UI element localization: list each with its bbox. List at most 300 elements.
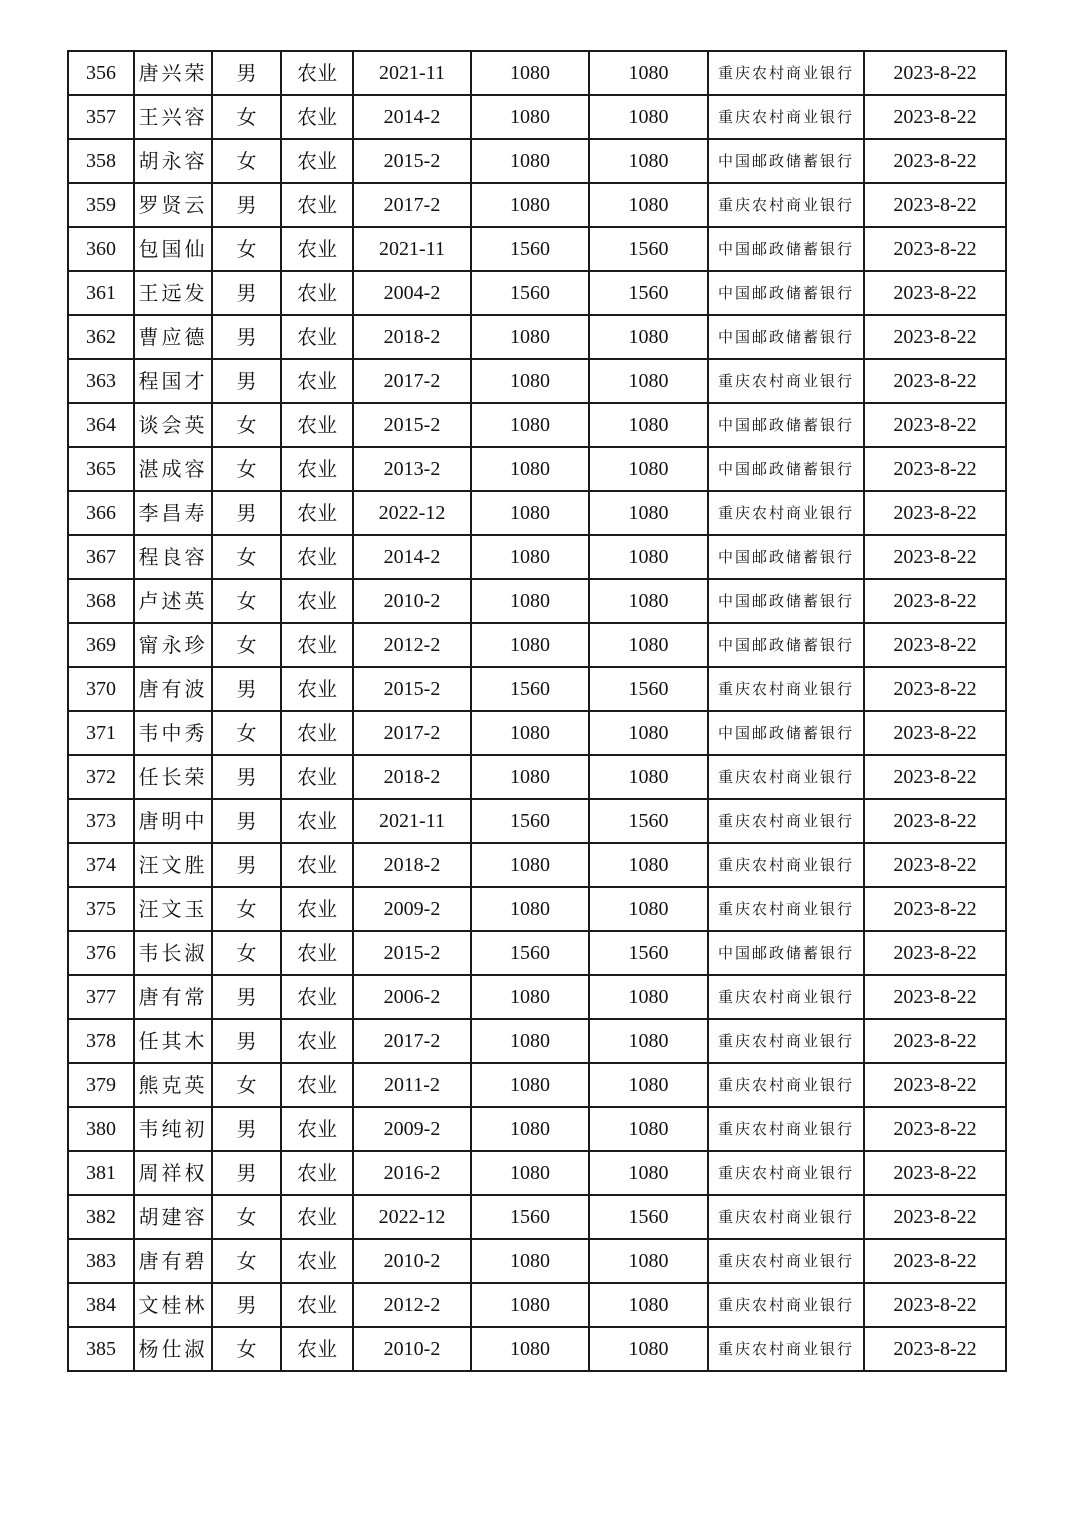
payment-date-cell: 2023-8-22 xyxy=(864,535,1006,579)
bank-name-cell: 重庆农村商业银行 xyxy=(708,887,864,931)
bank-name-cell: 中国邮政储蓄银行 xyxy=(708,271,864,315)
subsidy-standard-cell: 1080 xyxy=(471,1063,589,1107)
subsidy-standard-cell: 1080 xyxy=(471,183,589,227)
payment-date-cell: 2023-8-22 xyxy=(864,843,1006,887)
household-type-cell: 农业 xyxy=(281,975,353,1019)
row-number-cell: 379 xyxy=(68,1063,134,1107)
gender-cell: 女 xyxy=(212,1195,281,1239)
subsidy-standard-cell: 1080 xyxy=(471,359,589,403)
household-type-cell: 农业 xyxy=(281,139,353,183)
subsidy-standard-cell: 1560 xyxy=(471,271,589,315)
payment-date-cell: 2023-8-22 xyxy=(864,139,1006,183)
subsidy-standard-cell: 1080 xyxy=(471,579,589,623)
row-number-cell: 358 xyxy=(68,139,134,183)
row-number-cell: 359 xyxy=(68,183,134,227)
table-row xyxy=(68,711,1006,755)
table-row xyxy=(68,887,1006,931)
gender-cell: 男 xyxy=(212,667,281,711)
start-date-cell: 2022-12 xyxy=(353,1195,471,1239)
table-row xyxy=(68,359,1006,403)
household-type-cell: 农业 xyxy=(281,1107,353,1151)
payment-date-cell: 2023-8-22 xyxy=(864,931,1006,975)
subsidy-standard-cell: 1080 xyxy=(471,1107,589,1151)
bank-name-cell: 中国邮政储蓄银行 xyxy=(708,711,864,755)
bank-name-cell: 重庆农村商业银行 xyxy=(708,799,864,843)
subsidy-amount-cell: 1080 xyxy=(589,359,708,403)
bank-name-cell: 重庆农村商业银行 xyxy=(708,1239,864,1283)
start-date-cell: 2015-2 xyxy=(353,139,471,183)
row-number-cell: 373 xyxy=(68,799,134,843)
payment-date-cell: 2023-8-22 xyxy=(864,447,1006,491)
person-name-cell: 甯永珍 xyxy=(134,623,212,667)
person-name-cell: 周祥权 xyxy=(134,1151,212,1195)
subsidy-amount-cell: 1080 xyxy=(589,315,708,359)
household-type-cell: 农业 xyxy=(281,447,353,491)
start-date-cell: 2018-2 xyxy=(353,843,471,887)
person-name-cell: 王远发 xyxy=(134,271,212,315)
subsidy-amount-cell: 1080 xyxy=(589,1327,708,1371)
table-row xyxy=(68,1239,1006,1283)
row-number-cell: 378 xyxy=(68,1019,134,1063)
household-type-cell: 农业 xyxy=(281,843,353,887)
subsidy-standard-cell: 1080 xyxy=(471,535,589,579)
bank-name-cell: 重庆农村商业银行 xyxy=(708,1283,864,1327)
subsidy-amount-cell: 1080 xyxy=(589,1239,708,1283)
subsidy-amount-cell: 1080 xyxy=(589,447,708,491)
row-number-cell: 380 xyxy=(68,1107,134,1151)
table-row xyxy=(68,315,1006,359)
gender-cell: 女 xyxy=(212,579,281,623)
bank-name-cell: 中国邮政储蓄银行 xyxy=(708,447,864,491)
subsidy-standard-cell: 1080 xyxy=(471,491,589,535)
gender-cell: 男 xyxy=(212,755,281,799)
start-date-cell: 2009-2 xyxy=(353,1107,471,1151)
subsidy-standard-cell: 1080 xyxy=(471,711,589,755)
bank-name-cell: 中国邮政储蓄银行 xyxy=(708,139,864,183)
row-number-cell: 382 xyxy=(68,1195,134,1239)
person-name-cell: 程国才 xyxy=(134,359,212,403)
subsidy-standard-cell: 1080 xyxy=(471,51,589,95)
bank-name-cell: 中国邮政储蓄银行 xyxy=(708,315,864,359)
subsidy-standard-cell: 1560 xyxy=(471,799,589,843)
subsidy-amount-cell: 1560 xyxy=(589,271,708,315)
household-type-cell: 农业 xyxy=(281,271,353,315)
row-number-cell: 372 xyxy=(68,755,134,799)
table-row xyxy=(68,183,1006,227)
person-name-cell: 韦长淑 xyxy=(134,931,212,975)
household-type-cell: 农业 xyxy=(281,667,353,711)
row-number-cell: 365 xyxy=(68,447,134,491)
household-type-cell: 农业 xyxy=(281,359,353,403)
person-name-cell: 唐兴荣 xyxy=(134,51,212,95)
household-type-cell: 农业 xyxy=(281,1239,353,1283)
start-date-cell: 2015-2 xyxy=(353,667,471,711)
start-date-cell: 2021-11 xyxy=(353,227,471,271)
subsidy-amount-cell: 1080 xyxy=(589,1107,708,1151)
subsidy-amount-cell: 1080 xyxy=(589,535,708,579)
table-row xyxy=(68,271,1006,315)
table-row xyxy=(68,51,1006,95)
subsidy-standard-cell: 1080 xyxy=(471,139,589,183)
table-row xyxy=(68,535,1006,579)
payment-date-cell: 2023-8-22 xyxy=(864,95,1006,139)
bank-name-cell: 重庆农村商业银行 xyxy=(708,491,864,535)
payment-date-cell: 2023-8-22 xyxy=(864,1151,1006,1195)
subsidy-amount-cell: 1080 xyxy=(589,579,708,623)
person-name-cell: 卢述英 xyxy=(134,579,212,623)
payment-date-cell: 2023-8-22 xyxy=(864,667,1006,711)
row-number-cell: 369 xyxy=(68,623,134,667)
person-name-cell: 包国仙 xyxy=(134,227,212,271)
start-date-cell: 2022-12 xyxy=(353,491,471,535)
bank-name-cell: 重庆农村商业银行 xyxy=(708,1151,864,1195)
household-type-cell: 农业 xyxy=(281,1019,353,1063)
subsidy-standard-cell: 1080 xyxy=(471,975,589,1019)
household-type-cell: 农业 xyxy=(281,711,353,755)
household-type-cell: 农业 xyxy=(281,1151,353,1195)
subsidy-standard-cell: 1080 xyxy=(471,1327,589,1371)
household-type-cell: 农业 xyxy=(281,887,353,931)
household-type-cell: 农业 xyxy=(281,755,353,799)
start-date-cell: 2017-2 xyxy=(353,711,471,755)
subsidy-amount-cell: 1080 xyxy=(589,183,708,227)
start-date-cell: 2012-2 xyxy=(353,623,471,667)
row-number-cell: 371 xyxy=(68,711,134,755)
person-name-cell: 胡永容 xyxy=(134,139,212,183)
subsidy-standard-cell: 1560 xyxy=(471,1195,589,1239)
table-row xyxy=(68,1063,1006,1107)
table-row xyxy=(68,1283,1006,1327)
table-row xyxy=(68,975,1006,1019)
household-type-cell: 农业 xyxy=(281,95,353,139)
gender-cell: 女 xyxy=(212,1063,281,1107)
bank-name-cell: 重庆农村商业银行 xyxy=(708,667,864,711)
bank-name-cell: 重庆农村商业银行 xyxy=(708,755,864,799)
person-name-cell: 汪文胜 xyxy=(134,843,212,887)
household-type-cell: 农业 xyxy=(281,227,353,271)
start-date-cell: 2011-2 xyxy=(353,1063,471,1107)
household-type-cell: 农业 xyxy=(281,931,353,975)
household-type-cell: 农业 xyxy=(281,491,353,535)
start-date-cell: 2015-2 xyxy=(353,931,471,975)
payment-date-cell: 2023-8-22 xyxy=(864,1327,1006,1371)
bank-name-cell: 重庆农村商业银行 xyxy=(708,1327,864,1371)
row-number-cell: 370 xyxy=(68,667,134,711)
household-type-cell: 农业 xyxy=(281,535,353,579)
bank-name-cell: 重庆农村商业银行 xyxy=(708,1063,864,1107)
person-name-cell: 唐明中 xyxy=(134,799,212,843)
person-name-cell: 王兴容 xyxy=(134,95,212,139)
household-type-cell: 农业 xyxy=(281,799,353,843)
table-row xyxy=(68,139,1006,183)
gender-cell: 女 xyxy=(212,403,281,447)
payment-date-cell: 2023-8-22 xyxy=(864,975,1006,1019)
household-type-cell: 农业 xyxy=(281,403,353,447)
person-name-cell: 谈会英 xyxy=(134,403,212,447)
payment-date-cell: 2023-8-22 xyxy=(864,799,1006,843)
household-type-cell: 农业 xyxy=(281,1063,353,1107)
gender-cell: 女 xyxy=(212,711,281,755)
bank-name-cell: 重庆农村商业银行 xyxy=(708,1195,864,1239)
table-row xyxy=(68,1327,1006,1371)
table-row xyxy=(68,843,1006,887)
subsidy-standard-cell: 1560 xyxy=(471,667,589,711)
start-date-cell: 2006-2 xyxy=(353,975,471,1019)
gender-cell: 男 xyxy=(212,51,281,95)
subsidy-standard-cell: 1080 xyxy=(471,843,589,887)
row-number-cell: 366 xyxy=(68,491,134,535)
household-type-cell: 农业 xyxy=(281,315,353,359)
subsidy-amount-cell: 1080 xyxy=(589,491,708,535)
household-type-cell: 农业 xyxy=(281,579,353,623)
row-number-cell: 361 xyxy=(68,271,134,315)
table-row xyxy=(68,579,1006,623)
gender-cell: 男 xyxy=(212,975,281,1019)
table-row xyxy=(68,1019,1006,1063)
payment-date-cell: 2023-8-22 xyxy=(864,1283,1006,1327)
subsidy-amount-cell: 1080 xyxy=(589,403,708,447)
start-date-cell: 2015-2 xyxy=(353,403,471,447)
gender-cell: 男 xyxy=(212,271,281,315)
subsidy-amount-cell: 1080 xyxy=(589,95,708,139)
row-number-cell: 383 xyxy=(68,1239,134,1283)
gender-cell: 女 xyxy=(212,623,281,667)
row-number-cell: 377 xyxy=(68,975,134,1019)
payment-date-cell: 2023-8-22 xyxy=(864,711,1006,755)
gender-cell: 女 xyxy=(212,931,281,975)
subsidy-amount-cell: 1080 xyxy=(589,1151,708,1195)
table-row xyxy=(68,403,1006,447)
table-row xyxy=(68,1151,1006,1195)
bank-name-cell: 重庆农村商业银行 xyxy=(708,183,864,227)
subsidy-amount-cell: 1080 xyxy=(589,623,708,667)
payment-date-cell: 2023-8-22 xyxy=(864,1107,1006,1151)
subsidy-standard-cell: 1080 xyxy=(471,1019,589,1063)
payment-date-cell: 2023-8-22 xyxy=(864,227,1006,271)
subsidy-standard-cell: 1080 xyxy=(471,95,589,139)
row-number-cell: 385 xyxy=(68,1327,134,1371)
gender-cell: 女 xyxy=(212,535,281,579)
gender-cell: 男 xyxy=(212,1019,281,1063)
row-number-cell: 363 xyxy=(68,359,134,403)
bank-name-cell: 重庆农村商业银行 xyxy=(708,1019,864,1063)
person-name-cell: 文桂林 xyxy=(134,1283,212,1327)
table-row xyxy=(68,931,1006,975)
gender-cell: 男 xyxy=(212,491,281,535)
bank-name-cell: 中国邮政储蓄银行 xyxy=(708,403,864,447)
subsidy-amount-cell: 1080 xyxy=(589,887,708,931)
household-type-cell: 农业 xyxy=(281,1283,353,1327)
subsidy-standard-cell: 1080 xyxy=(471,403,589,447)
payment-date-cell: 2023-8-22 xyxy=(864,887,1006,931)
person-name-cell: 胡建容 xyxy=(134,1195,212,1239)
gender-cell: 男 xyxy=(212,1107,281,1151)
gender-cell: 男 xyxy=(212,359,281,403)
person-name-cell: 唐有碧 xyxy=(134,1239,212,1283)
table-row xyxy=(68,799,1006,843)
table-row xyxy=(68,623,1006,667)
gender-cell: 女 xyxy=(212,227,281,271)
household-type-cell: 农业 xyxy=(281,1195,353,1239)
start-date-cell: 2018-2 xyxy=(353,315,471,359)
bank-name-cell: 重庆农村商业银行 xyxy=(708,51,864,95)
start-date-cell: 2017-2 xyxy=(353,359,471,403)
person-name-cell: 湛成容 xyxy=(134,447,212,491)
bank-name-cell: 重庆农村商业银行 xyxy=(708,975,864,1019)
subsidy-standard-cell: 1080 xyxy=(471,1239,589,1283)
payment-date-cell: 2023-8-22 xyxy=(864,579,1006,623)
row-number-cell: 368 xyxy=(68,579,134,623)
subsidy-amount-cell: 1560 xyxy=(589,931,708,975)
bank-name-cell: 中国邮政储蓄银行 xyxy=(708,227,864,271)
start-date-cell: 2018-2 xyxy=(353,755,471,799)
household-type-cell: 农业 xyxy=(281,183,353,227)
gender-cell: 男 xyxy=(212,183,281,227)
table-row xyxy=(68,667,1006,711)
bank-name-cell: 中国邮政储蓄银行 xyxy=(708,623,864,667)
start-date-cell: 2014-2 xyxy=(353,535,471,579)
table-row xyxy=(68,755,1006,799)
row-number-cell: 360 xyxy=(68,227,134,271)
subsidy-standard-cell: 1080 xyxy=(471,1283,589,1327)
person-name-cell: 李昌寿 xyxy=(134,491,212,535)
person-name-cell: 韦纯初 xyxy=(134,1107,212,1151)
start-date-cell: 2013-2 xyxy=(353,447,471,491)
person-name-cell: 唐有常 xyxy=(134,975,212,1019)
household-type-cell: 农业 xyxy=(281,1327,353,1371)
payment-date-cell: 2023-8-22 xyxy=(864,1019,1006,1063)
row-number-cell: 375 xyxy=(68,887,134,931)
subsidy-amount-cell: 1080 xyxy=(589,51,708,95)
table-row xyxy=(68,95,1006,139)
household-type-cell: 农业 xyxy=(281,623,353,667)
subsidy-amount-cell: 1080 xyxy=(589,755,708,799)
person-name-cell: 罗贤云 xyxy=(134,183,212,227)
subsidy-amount-cell: 1080 xyxy=(589,1063,708,1107)
bank-name-cell: 中国邮政储蓄银行 xyxy=(708,535,864,579)
row-number-cell: 364 xyxy=(68,403,134,447)
payment-date-cell: 2023-8-22 xyxy=(864,271,1006,315)
subsidy-amount-cell: 1080 xyxy=(589,843,708,887)
table-body xyxy=(68,51,1006,1371)
start-date-cell: 2004-2 xyxy=(353,271,471,315)
gender-cell: 女 xyxy=(212,95,281,139)
gender-cell: 女 xyxy=(212,139,281,183)
subsidy-standard-cell: 1080 xyxy=(471,447,589,491)
row-number-cell: 381 xyxy=(68,1151,134,1195)
row-number-cell: 374 xyxy=(68,843,134,887)
subsidy-amount-cell: 1080 xyxy=(589,1283,708,1327)
row-number-cell: 357 xyxy=(68,95,134,139)
person-name-cell: 曹应德 xyxy=(134,315,212,359)
row-number-cell: 376 xyxy=(68,931,134,975)
start-date-cell: 2016-2 xyxy=(353,1151,471,1195)
subsidy-amount-cell: 1560 xyxy=(589,1195,708,1239)
person-name-cell: 任其木 xyxy=(134,1019,212,1063)
subsidy-standard-cell: 1560 xyxy=(471,227,589,271)
payment-date-cell: 2023-8-22 xyxy=(864,315,1006,359)
start-date-cell: 2010-2 xyxy=(353,1239,471,1283)
payment-date-cell: 2023-8-22 xyxy=(864,755,1006,799)
subsidy-standard-cell: 1560 xyxy=(471,931,589,975)
person-name-cell: 杨仕淑 xyxy=(134,1327,212,1371)
start-date-cell: 2010-2 xyxy=(353,1327,471,1371)
start-date-cell: 2012-2 xyxy=(353,1283,471,1327)
start-date-cell: 2017-2 xyxy=(353,1019,471,1063)
gender-cell: 女 xyxy=(212,887,281,931)
person-name-cell: 程良容 xyxy=(134,535,212,579)
gender-cell: 男 xyxy=(212,315,281,359)
start-date-cell: 2014-2 xyxy=(353,95,471,139)
table-row xyxy=(68,1195,1006,1239)
payment-date-cell: 2023-8-22 xyxy=(864,359,1006,403)
gender-cell: 女 xyxy=(212,447,281,491)
row-number-cell: 384 xyxy=(68,1283,134,1327)
payment-date-cell: 2023-8-22 xyxy=(864,623,1006,667)
subsidy-amount-cell: 1560 xyxy=(589,667,708,711)
start-date-cell: 2021-11 xyxy=(353,799,471,843)
gender-cell: 男 xyxy=(212,799,281,843)
payment-date-cell: 2023-8-22 xyxy=(864,403,1006,447)
table-row xyxy=(68,447,1006,491)
bank-name-cell: 重庆农村商业银行 xyxy=(708,359,864,403)
bank-name-cell: 中国邮政储蓄银行 xyxy=(708,931,864,975)
table-row xyxy=(68,491,1006,535)
gender-cell: 女 xyxy=(212,1239,281,1283)
subsidy-standard-cell: 1080 xyxy=(471,755,589,799)
table-row xyxy=(68,227,1006,271)
gender-cell: 男 xyxy=(212,843,281,887)
start-date-cell: 2017-2 xyxy=(353,183,471,227)
row-number-cell: 356 xyxy=(68,51,134,95)
person-name-cell: 韦中秀 xyxy=(134,711,212,755)
table-row xyxy=(68,1107,1006,1151)
start-date-cell: 2010-2 xyxy=(353,579,471,623)
payment-date-cell: 2023-8-22 xyxy=(864,1239,1006,1283)
household-type-cell: 农业 xyxy=(281,51,353,95)
subsidy-roster-table xyxy=(67,50,1007,1372)
payment-date-cell: 2023-8-22 xyxy=(864,51,1006,95)
subsidy-amount-cell: 1080 xyxy=(589,1019,708,1063)
person-name-cell: 任长荣 xyxy=(134,755,212,799)
subsidy-standard-cell: 1080 xyxy=(471,887,589,931)
gender-cell: 女 xyxy=(212,1327,281,1371)
subsidy-amount-cell: 1080 xyxy=(589,975,708,1019)
payment-date-cell: 2023-8-22 xyxy=(864,1195,1006,1239)
gender-cell: 男 xyxy=(212,1151,281,1195)
subsidy-standard-cell: 1080 xyxy=(471,623,589,667)
person-name-cell: 汪文玉 xyxy=(134,887,212,931)
start-date-cell: 2009-2 xyxy=(353,887,471,931)
subsidy-standard-cell: 1080 xyxy=(471,1151,589,1195)
gender-cell: 男 xyxy=(212,1283,281,1327)
row-number-cell: 362 xyxy=(68,315,134,359)
subsidy-standard-cell: 1080 xyxy=(471,315,589,359)
person-name-cell: 熊克英 xyxy=(134,1063,212,1107)
person-name-cell: 唐有波 xyxy=(134,667,212,711)
subsidy-amount-cell: 1080 xyxy=(589,139,708,183)
bank-name-cell: 中国邮政储蓄银行 xyxy=(708,579,864,623)
row-number-cell: 367 xyxy=(68,535,134,579)
bank-name-cell: 重庆农村商业银行 xyxy=(708,1107,864,1151)
bank-name-cell: 重庆农村商业银行 xyxy=(708,95,864,139)
payment-date-cell: 2023-8-22 xyxy=(864,491,1006,535)
bank-name-cell: 重庆农村商业银行 xyxy=(708,843,864,887)
payment-date-cell: 2023-8-22 xyxy=(864,1063,1006,1107)
start-date-cell: 2021-11 xyxy=(353,51,471,95)
subsidy-amount-cell: 1560 xyxy=(589,799,708,843)
subsidy-amount-cell: 1560 xyxy=(589,227,708,271)
